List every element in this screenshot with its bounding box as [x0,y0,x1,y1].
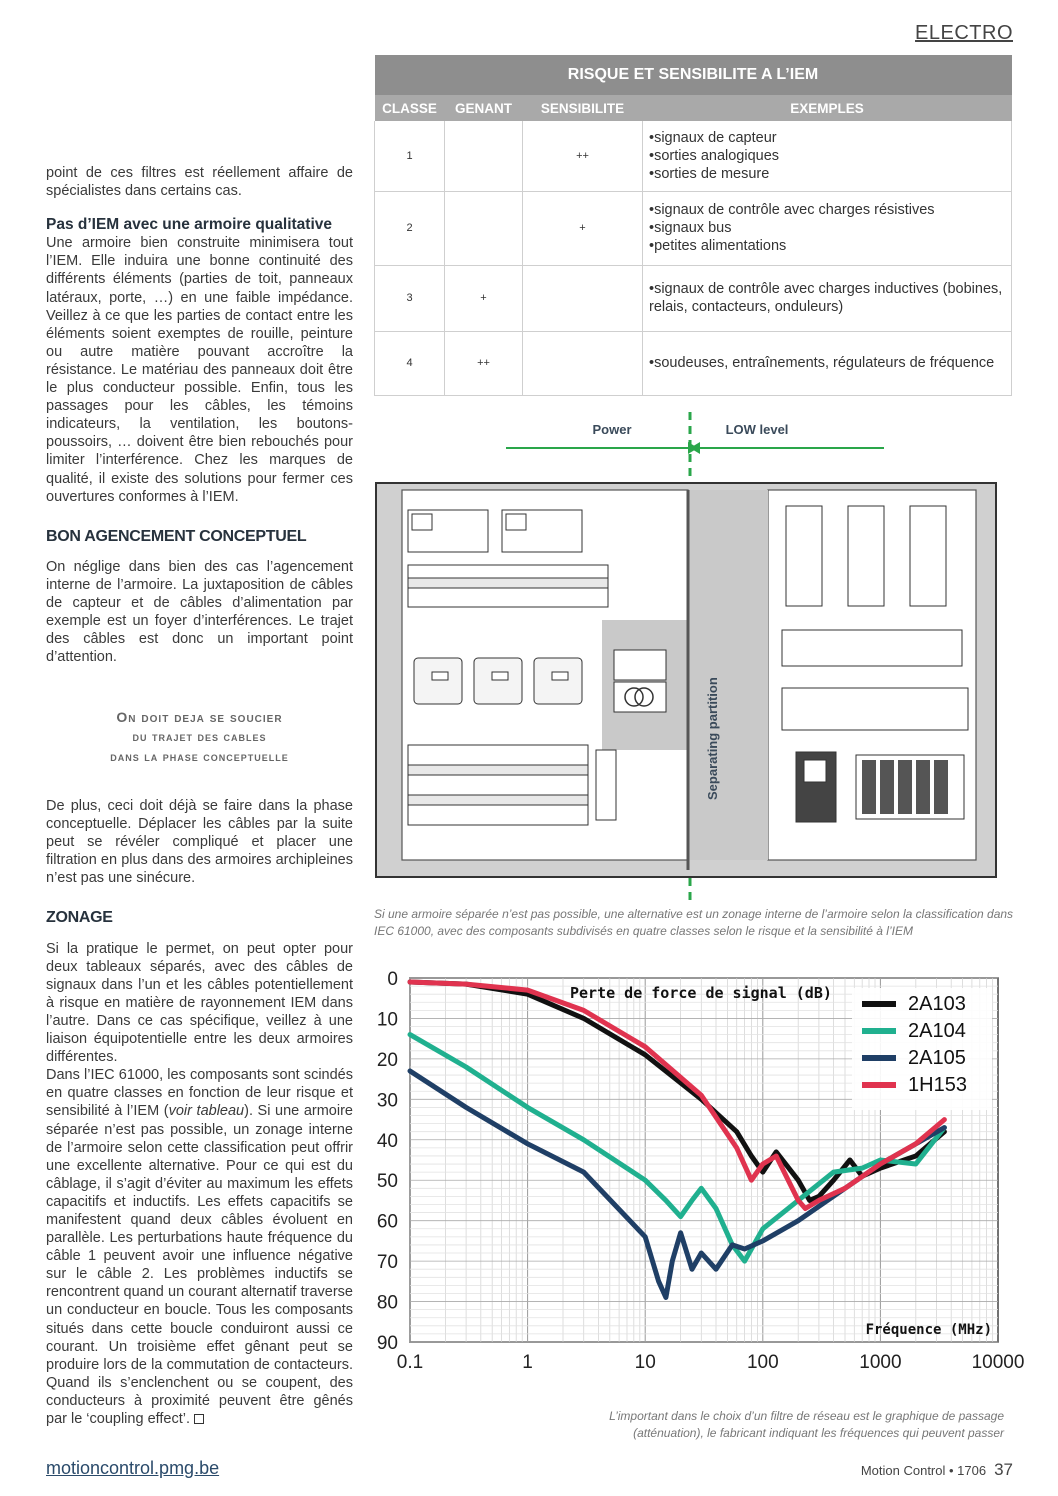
table-cell-classe: 4 [375,331,445,395]
low-level-label: LOW level [725,422,789,437]
chart-title: Perte de force de signal (dB) [570,984,832,1002]
table-header-genant: GENANT [445,95,523,121]
y-tick-label: 80 [376,1292,398,1314]
paragraph-zonage-2b: ). Si une armoire séparée n’est pas possible, un zonage interne de l’armoire selon cette classification peut offrir une excellente alternative. Pour ce qui est du câblage, il s’agit d’éviter au maximum les effets capacitifs et inductifs. Les effets capacitifs se manifestent quand deux câbles évoluent en parallèle. Les perturbations haute fréquence du câble 1 peuvent avoir une influence négative sur le câble 2. Les problèmes inductifs se rencontrent quand un courant alternatif traverse un conducteur en boucle. Tous les composants situés dans cette boucle conduiront aussi ce courant. Un troisième effet gênant peut se produire lors de la commutation de contacteurs. Quand ils s’enclenchent ou se coupent, des conducteurs à proximité peuvent être gênés par le ‘coupling effect’. [46,1103,353,1427]
chart-caption: L’important dans le choix d’un filtre de réseau est le graphique de passage (atténuation), le fabricant indiquant les fréquences qui peuvent passer [609,1409,1004,1440]
example-item: petites alimentations [654,238,787,254]
cabinet-diagram [372,410,1012,900]
x-tick-label: 100 [746,1352,779,1373]
left-column-top [46,164,353,666]
diagram-caption: Si une armoire séparée n’est pas possible, une alternative est un zonage interne de l’armoire selon la classification dans IEC 61000, avec des composants subdivisés en quatre classes selon le risque et la sensibilité à l’IEM [374,907,1014,938]
table-cell-classe: 1 [375,121,445,191]
legend-label: 2A103 [908,993,966,1015]
pull-quote-line-2: du trajet des cables [132,730,267,744]
table-cell-genant [445,121,523,191]
table-cell-genant: ++ [445,331,523,395]
paragraph-conceptuelle: De plus, ceci doit déjà se faire dans la phase conceptuelle. Déplacer les câbles par la suite peut se révéler compliqué et placer une filtration en plus dans des armoires archipleines n’est pas une sinécure. [46,798,353,887]
x-tick-label: 0.1 [396,1352,424,1373]
paragraph-zonage-2-italic: voir tableau [168,1103,245,1120]
table-cell-classe: 3 [375,265,445,331]
example-item: signaux de contrôle avec charges inductives (bobines, relais, contacteurs, onduleurs) [649,281,1003,315]
attenuation-chart [374,962,1025,1382]
x-tick-label: 1000 [859,1352,902,1373]
intro-paragraph: point de ces filtres est réellement affaire de spécialistes dans certains cas. [46,165,353,200]
legend-label: 2A105 [908,1047,966,1069]
paragraph-zonage-1: Si la pratique le permet, on peut opter pour deux tableaux séparés, avec des câbles de signaux dans l’un et les câbles potentiellement à risque en matière de rayonnement IEM dans l’autre. Dans ce cas spécifique, veillez à une liaison équipotentielle entre les deux armoires différentes. [46,940,353,1066]
pull-quote-line-1: On doit deja se soucier [116,709,283,725]
table-header-exemples: EXEMPLES [643,95,1012,121]
y-tick-label: 30 [376,1090,398,1112]
table-cell-genant [445,191,523,265]
table-cell-classe: 2 [375,191,445,265]
heading-zonage: ZONAGE [46,909,113,927]
example-item: signaux de contrôle avec charges résistives [654,202,935,218]
table-cell-sensibilite: ++ [523,121,643,191]
page-number: 37 [994,1460,1013,1479]
x-axis-label: Fréquence (MHz) [865,1322,992,1338]
power-label: Power [592,422,632,437]
footer-url[interactable]: motioncontrol.pmg.be [46,1458,220,1478]
y-tick-label: 60 [376,1211,398,1233]
y-tick-label: 50 [376,1171,398,1193]
paragraph-zonage-2a: Dans l’IEC 61000, les composants sont scindés en quatre classes en fonction de leur risque et sensibilité à l’IEM ( [46,1067,353,1120]
y-tick-label: 10 [376,1009,398,1031]
separating-partition-label: Separating partition [705,677,720,800]
table-cell-sensibilite [523,265,643,331]
y-tick-label: 20 [376,1049,398,1071]
table-cell-exemples: •signaux de contrôle avec charges résistives •signaux bus •petites alimentations [643,191,1012,265]
y-tick-label: 0 [387,969,398,990]
subheading-armoire: Pas d’IEM avec une armoire qualitative [46,216,333,234]
x-tick-label: 10 [634,1352,656,1373]
section-tag: ELECTRO [915,22,1013,44]
paragraph-armoire: Une armoire bien construite minimisera tout l’IEM. Elle induira une bonne continuité des différents éléments (parties de toit, panneaux latéraux, porte, …) en une faible impédance. Veillez à ce que les parties de contact entre les éléments soient exemptes de rouille, peinture ou autre matière pouvant accroître la résistance. Le matériau des panneaux doit être le plus conducteur possible. Enfin, tous les passages pour les câbles, les témoins indicateurs, la ventilation, les boutons-poussoirs, … doivent être bien rebouchés pour limiter l’interférence. Chez les marques de qualité, il existe des solutions pour fermer ces ouvertures conformes à l’IEM. [46,235,353,505]
example-item: sorties de mesure [654,165,770,182]
table-row [375,331,1012,395]
x-tick-label: 10000 [971,1352,1025,1373]
table-cell-genant: + [445,265,523,331]
left-column-bottom [46,797,353,1428]
y-tick-label: 70 [376,1252,398,1274]
footer-issue [861,1460,1013,1480]
table-cell-sensibilite [523,331,643,395]
table-title: RISQUE ET SENSIBILITE A L’IEM [375,55,1012,95]
table-row [375,121,1012,191]
footer-issue-label: Motion Control • 1706 [860,1463,987,1478]
example-item: sorties analogiques [654,147,780,164]
y-tick-label: 90 [376,1333,398,1354]
iem-risk-table [374,55,1012,396]
table-row [375,191,1012,265]
table-cell-sensibilite: + [523,191,643,265]
table-row [375,265,1012,331]
pull-quote [46,707,353,767]
legend-label: 2A104 [908,1020,966,1042]
example-item: soudeuses, entraînements, régulateurs de fréquence [654,355,995,371]
table-cell-exemples: •soudeuses, entraînements, régulateurs de fréquence [643,331,1012,395]
x-tick-label: 1 [522,1352,533,1373]
paragraph-agencement: On néglige dans bien des cas l’agencement interne de l’armoire. La juxtaposition de câbles de capteur et de câbles d’alimentation par exemple est un foyer d’interférences. Le trajet des câbles est donc un important point d’attention. [46,558,353,666]
table-header-sensibilite: SENSIBILITE [523,95,643,121]
example-item: signaux de capteur [654,129,777,146]
y-tick-label: 40 [376,1130,398,1152]
paragraph-zonage-2 [46,1066,353,1428]
end-of-article-icon [194,1414,204,1424]
pull-quote-line-3: dans la phase conceptuelle [110,750,289,764]
chart-legend [852,988,992,1110]
heading-agencement: BON AGENCEMENT CONCEPTUEL [46,527,307,545]
legend-label: 1H153 [908,1074,967,1096]
table-cell-exemples: •signaux de contrôle avec charges inductives (bobines, relais, contacteurs, onduleurs) [643,265,1012,331]
table-cell-exemples: •signaux de capteur •sorties analogiques •sorties de mesure [643,121,1012,191]
example-item: signaux bus [654,220,732,236]
table-header-classe: CLASSE [375,95,445,121]
